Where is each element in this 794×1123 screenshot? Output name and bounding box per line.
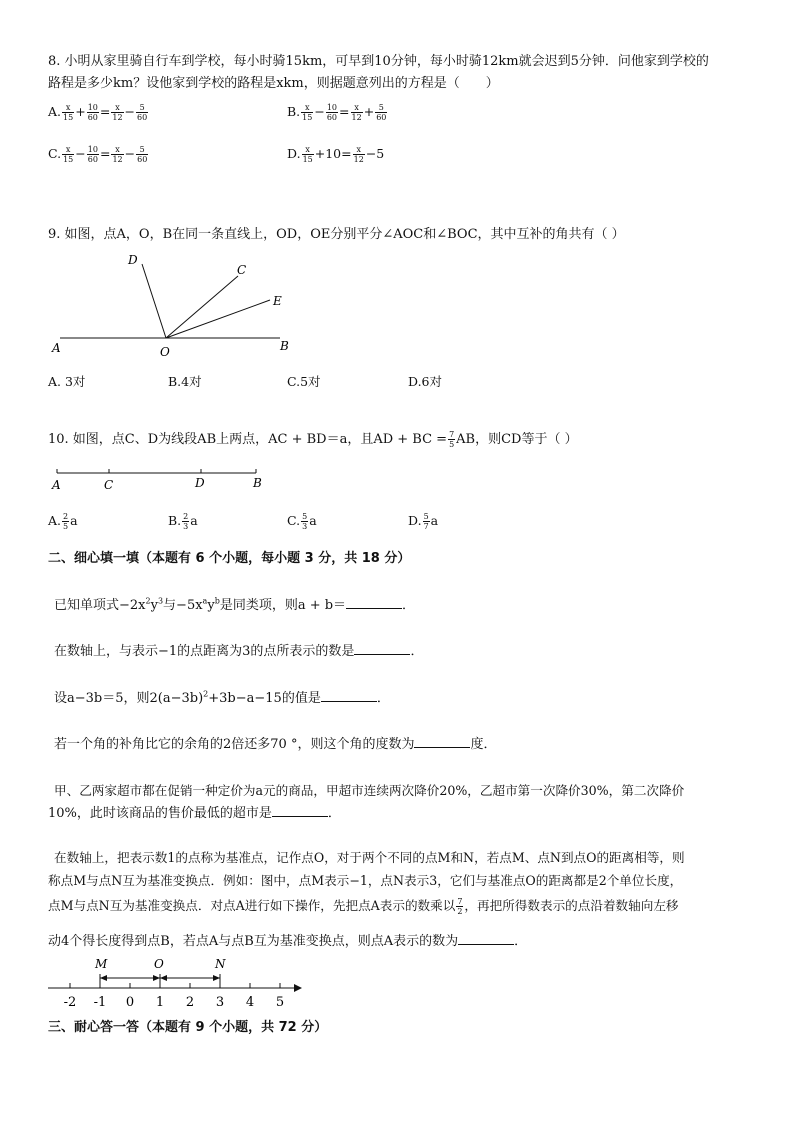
fraction: $\frac{10}{60}$ xyxy=(87,103,98,122)
label-a: A xyxy=(52,478,61,492)
label-c: C xyxy=(237,263,247,277)
tick-label: 3 xyxy=(215,995,225,1010)
q9-text: 9. 如图，点A，O，B在同一条直线上，OD，OE分别平分∠AOC和∠BOC，其中互补的角共有（ ） xyxy=(48,227,625,242)
fill-question-1: 已知单项式$-2x^2y^3$与$-5x^ay^b$是同类项，则a + b＝ ． xyxy=(54,596,416,613)
option-label: B. xyxy=(287,104,301,119)
q8-option-c[interactable]: C. $\frac{x}{15}$ − $\frac{10}{60}$ = $\frac{x}{12}$ − $\frac{5}{60}$ xyxy=(48,145,148,164)
q10-option-d[interactable]: D. $\frac{5}{7}$ a xyxy=(408,512,439,531)
answer-blank[interactable] xyxy=(414,735,470,748)
section-2-title: 二、细心填一填（本题有 6 个小题，每小题 3 分，共 18 分） xyxy=(48,551,411,566)
option-label: D. xyxy=(287,146,301,161)
fraction: $\frac{2}{3}$ xyxy=(183,512,189,531)
arrow-left-icon xyxy=(100,975,107,981)
option-label: C. xyxy=(48,146,62,161)
answer-blank[interactable] xyxy=(354,642,410,655)
tick-label: 0 xyxy=(125,995,135,1010)
fill-question-5-line1: 甲、乙两家超市都在促销一种定价为a元的商品，甲超市连续两次降价20%，乙超市第一次降价30%，第二次降价 xyxy=(54,783,685,798)
fill-question-3: 设a−3b＝5，则$2(a-3b)^2+3b-a-15$的值是 ． xyxy=(54,689,390,706)
arrow-left-icon xyxy=(160,975,167,981)
fraction: $\frac{5}{60}$ xyxy=(137,145,148,164)
fraction: $\frac{5}{60}$ xyxy=(376,103,387,122)
label-m: M xyxy=(95,957,108,971)
axis-arrow-icon xyxy=(294,984,302,992)
tick-label: -1 xyxy=(93,995,107,1010)
q8-option-a[interactable]: A. $\frac{x}{15}$ + $\frac{10}{60}$ = $\frac{x}{12}$ − $\frac{5}{60}$ xyxy=(48,103,148,122)
answer-blank[interactable] xyxy=(458,932,514,945)
fraction: $\frac{10}{60}$ xyxy=(326,103,338,122)
label-d: D xyxy=(128,253,138,267)
label-c: C xyxy=(104,478,114,492)
q10-text: 10. 如图，点C、D为线段AB上两点，AC + BD＝a，且AD + BC = $\frac{7}{5}$ AB，则CD等于（ ） xyxy=(48,430,578,449)
fraction: $\frac{x}{15}$ xyxy=(302,145,313,164)
q8-text-line2: 路程是多少km？设他家到学校的路程是xkm，则据题意列出的方程是（ ） xyxy=(48,76,499,91)
section-3-title: 三、耐心答一答（本题有 9 个小题，共 72 分） xyxy=(48,1020,328,1035)
tick-label: 2 xyxy=(185,995,195,1010)
fraction: $\frac{5}{60}$ xyxy=(137,103,148,122)
tick-label: 4 xyxy=(245,995,255,1010)
q9-option-a[interactable]: A. 3对 xyxy=(48,374,86,389)
answer-blank[interactable] xyxy=(321,689,377,702)
fraction: $\frac{5}{3}$ xyxy=(302,512,308,531)
label-d: D xyxy=(195,476,205,490)
q9-option-c[interactable]: C.5对 xyxy=(287,374,321,389)
fraction: $\frac{x}{12}$ xyxy=(353,145,364,164)
number-line-figure xyxy=(44,952,304,1012)
fraction: $\frac{10}{60}$ xyxy=(87,145,98,164)
tick-label: -2 xyxy=(63,995,77,1010)
fraction: $\frac{5}{7}$ xyxy=(423,512,429,531)
fill-question-6-line2: 称点M与点N互为基准变换点．例如：图中，点M表示−1，点N表示3，它们与基准点O的距离都是2个单位长度， xyxy=(48,873,683,888)
fill-question-4: 若一个角的补角比它的余角的2倍还多70 °，则这个角的度数为 度． xyxy=(54,737,497,752)
label-o: O xyxy=(154,957,164,971)
q10-option-a[interactable]: A. $\frac{2}{5}$ a xyxy=(48,512,78,531)
fraction: $\frac{7}{2}$ xyxy=(457,897,463,916)
arrow-right-icon xyxy=(213,975,220,981)
fraction: $\frac{x}{12}$ xyxy=(112,145,123,164)
answer-blank[interactable] xyxy=(272,804,328,817)
ray-oe xyxy=(166,300,270,338)
fill-question-6-line3: 点M与点N互为基准变换点．对点A进行如下操作，先把点A表示的数乘以 $\frac{7}{2}$ ，再把所得数表示的点沿着数轴向左移 xyxy=(48,897,679,916)
q8-option-b[interactable]: B. $\frac{x}{15}$ − $\frac{10}{60}$ = $\frac{x}{12}$ + $\frac{5}{60}$ xyxy=(287,103,387,122)
fill-question-6-line4: 动4个得长度得到点B，若点A与点B互为基准变换点，则点A表示的数为 ． xyxy=(48,934,528,949)
q9-option-b[interactable]: B.4对 xyxy=(168,374,202,389)
ticks-group xyxy=(64,983,284,1010)
q8-text-line1: 8. 小明从家里骑自行车到学校，每小时骑15km，可早到10分钟，每小时骑12km就会迟到5分钟．问他家到学校的 xyxy=(48,54,709,69)
option-label: A. xyxy=(48,104,62,119)
tick-label: 1 xyxy=(155,995,165,1010)
answer-blank[interactable] xyxy=(346,596,402,609)
fill-question-5-line2: 10%，此时该商品的售价最低的超市是 ． xyxy=(48,806,341,821)
ray-oc xyxy=(166,276,238,338)
arrow-right-icon xyxy=(153,975,160,981)
fraction: $\frac{7}{5}$ xyxy=(449,430,455,449)
label-o: O xyxy=(160,345,170,359)
fraction: $\frac{x}{12}$ xyxy=(351,103,362,122)
q10-option-b[interactable]: B. $\frac{2}{3}$ a xyxy=(168,512,198,531)
ray-od xyxy=(142,264,166,338)
fill-question-2: 在数轴上，与表示−1的点距离为3的点所表示的数是 ． xyxy=(54,644,424,659)
fraction: $\frac{2}{5}$ xyxy=(63,512,69,531)
fraction: $\frac{x}{15}$ xyxy=(302,103,313,122)
label-e: E xyxy=(273,294,282,308)
q9-angle-figure xyxy=(40,248,310,363)
label-a: A xyxy=(52,341,61,355)
q8-option-d[interactable]: D. $\frac{x}{15}$ +10= $\frac{x}{12}$ −5 xyxy=(287,145,385,164)
fraction: $\frac{x}{15}$ xyxy=(63,145,74,164)
fraction: $\frac{x}{15}$ xyxy=(63,103,74,122)
tick-label: 5 xyxy=(275,995,285,1010)
label-n: N xyxy=(215,957,226,971)
label-b: B xyxy=(280,339,289,353)
q10-segment-figure xyxy=(48,462,278,494)
q10-option-c[interactable]: C. $\frac{5}{3}$ a xyxy=(287,512,317,531)
fill-question-6-line1: 在数轴上，把表示数1的点称为基准点，记作点O，对于两个不同的点M和N，若点M、点N到点O的距离相等，则 xyxy=(54,850,685,865)
q9-option-d[interactable]: D.6对 xyxy=(408,374,443,389)
fraction: $\frac{x}{12}$ xyxy=(112,103,123,122)
label-b: B xyxy=(253,476,262,490)
